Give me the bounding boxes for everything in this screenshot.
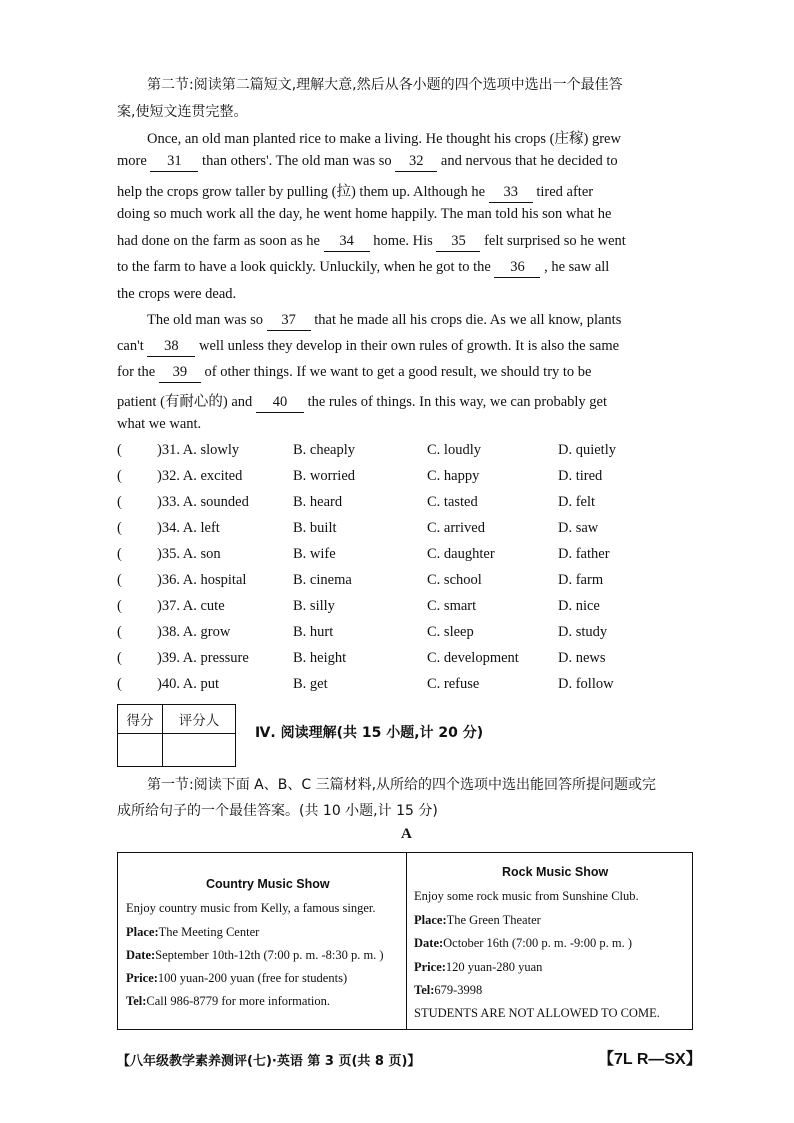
answer-paren[interactable]: ( (117, 572, 122, 588)
price-label: Price: (414, 960, 446, 974)
option-b[interactable]: B. built (293, 520, 337, 536)
place-label: Place: (414, 913, 447, 927)
answer-paren[interactable]: ( (117, 546, 122, 562)
rock-desc: Enjoy some rock music from Sunshine Club. (414, 889, 639, 903)
score-label: 得分 (118, 705, 163, 734)
option-b[interactable]: B. worried (293, 468, 356, 484)
part4-intro-line2: 成所给句子的一个最佳答案。(共 10 小题,计 15 分) (117, 803, 438, 819)
option-c[interactable]: C. loudly (427, 442, 481, 458)
option-a[interactable]: )31. A. slowly (157, 442, 240, 458)
answer-paren[interactable]: ( (117, 520, 122, 536)
passage-text: , he saw all (544, 259, 610, 275)
blank-32[interactable]: 32 (395, 154, 437, 172)
answer-paren[interactable]: ( (117, 494, 122, 510)
option-row-31[interactable] (117, 442, 697, 466)
option-c[interactable]: C. sleep (427, 624, 474, 640)
country-place (126, 925, 259, 940)
option-c[interactable]: C. daughter (427, 546, 495, 562)
passage-text: of other things. If we want to get a good result, we should try to be (204, 364, 592, 380)
part4-title: Ⅳ. 阅读理解(共 15 小题,计 20 分) (255, 725, 484, 741)
grader-label: 评分人 (163, 705, 236, 734)
option-a[interactable]: )37. A. cute (157, 598, 225, 614)
column-divider (406, 853, 407, 1029)
option-d[interactable]: D. saw (558, 520, 599, 536)
option-b[interactable]: B. wife (293, 546, 336, 562)
score-box (117, 704, 236, 767)
option-row-35[interactable] (117, 546, 697, 570)
option-c[interactable]: C. smart (427, 598, 477, 614)
passage-text: that he made all his crops die. As we all know, plants (314, 312, 622, 328)
option-a[interactable]: )39. A. pressure (157, 650, 249, 666)
passage-line (147, 312, 621, 331)
passage-text: home. His (373, 233, 433, 249)
place-value: The Meeting Center (158, 925, 260, 939)
answer-paren[interactable]: ( (117, 624, 122, 640)
passage-text: The old man was so (147, 312, 263, 328)
passage-line (117, 153, 618, 172)
place-label: Place: (126, 925, 159, 939)
option-a[interactable]: )36. A. hospital (157, 572, 247, 588)
option-row-33[interactable] (117, 494, 697, 518)
date-value: October 16th (7:00 p. m. -9:00 p. m. ) (443, 936, 633, 950)
part4-intro-line1: 第一节:阅读下面 A、B、C 三篇材料,从所给的四个选项中选出能回答所提问题或完 (147, 777, 657, 793)
option-row-37[interactable] (117, 598, 697, 622)
blank-35[interactable]: 35 (436, 234, 480, 252)
option-d[interactable]: D. nice (558, 598, 600, 614)
passage-text: had done on the farm as soon as he (117, 233, 320, 249)
option-d[interactable]: D. tired (558, 468, 603, 484)
rock-notice: STUDENTS ARE NOT ALLOWED TO COME. (414, 1006, 660, 1020)
option-a[interactable]: )38. A. grow (157, 624, 231, 640)
option-d[interactable]: D. follow (558, 676, 614, 692)
blank-36[interactable]: 36 (494, 260, 540, 278)
option-c[interactable]: C. arrived (427, 520, 485, 536)
passage-text: for the (117, 364, 156, 380)
option-a[interactable]: )33. A. sounded (157, 494, 249, 510)
footer-code: 【7L R—SX】 (598, 1051, 702, 1068)
option-d[interactable]: D. farm (558, 572, 604, 588)
passage-line (117, 390, 607, 413)
option-row-32[interactable] (117, 468, 697, 492)
option-row-38[interactable] (117, 624, 697, 648)
passage-line: doing so much work all the day, he went home happily. The man told his son what he (117, 206, 612, 222)
answer-paren[interactable]: ( (117, 676, 122, 692)
country-desc: Enjoy country music from Kelly, a famous singer. (126, 901, 376, 915)
tel-label: Tel: (126, 994, 147, 1008)
date-label: Date: (126, 948, 156, 962)
option-d[interactable]: D. news (558, 650, 606, 666)
answer-paren[interactable]: ( (117, 468, 122, 484)
option-d[interactable]: D. quietly (558, 442, 616, 458)
grader-cell[interactable] (163, 734, 236, 767)
rock-tel (414, 983, 482, 998)
option-b[interactable]: B. get (293, 676, 328, 692)
passage-text: felt surprised so he went (484, 233, 626, 249)
score-cell[interactable] (118, 734, 163, 767)
blank-34[interactable]: 34 (324, 234, 370, 252)
blank-33[interactable]: 33 (489, 185, 533, 203)
passage-letter: A (401, 826, 412, 842)
passage-text: patient (有耐心的) and (117, 394, 253, 410)
price-label: Price: (126, 971, 158, 985)
passage-line: the crops were dead. (117, 286, 237, 302)
blank-31[interactable]: 31 (150, 154, 198, 172)
rock-title: Rock Music Show (502, 865, 609, 879)
rock-price (414, 960, 542, 975)
option-c[interactable]: C. tasted (427, 494, 478, 510)
passage-line (117, 259, 609, 278)
option-d[interactable]: D. felt (558, 494, 596, 510)
passage-line: Once, an old man planted rice to make a living. He thought his crops (庄稼) grew (147, 131, 621, 147)
tel-value: 679-3998 (434, 983, 483, 997)
option-b[interactable]: B. hurt (293, 624, 334, 640)
passage-text: can't (117, 338, 144, 354)
option-row-34[interactable] (117, 520, 697, 544)
passage-text: help the crops grow taller by pulling (拉) them up. Although he (117, 184, 486, 200)
passage-line (117, 338, 619, 357)
passage-text: well unless they develop in their own rules of growth. It is also the same (199, 338, 620, 354)
option-b[interactable]: B. silly (293, 598, 335, 614)
answer-paren[interactable]: ( (117, 598, 122, 614)
option-row-36[interactable] (117, 572, 697, 596)
passage-line (117, 233, 626, 252)
blank-39[interactable]: 39 (159, 365, 201, 383)
passage-line (117, 180, 593, 203)
option-d[interactable]: D. father (558, 546, 610, 562)
option-a[interactable]: )40. A. put (157, 676, 220, 692)
option-c[interactable]: C. school (427, 572, 482, 588)
option-a[interactable]: )32. A. excited (157, 468, 243, 484)
passage-text: the rules of things. In this way, we can probably get (307, 394, 608, 410)
blank-38[interactable]: 38 (147, 339, 195, 357)
country-tel (126, 994, 330, 1009)
date-label: Date: (414, 936, 444, 950)
passage-line: what we want. (117, 416, 202, 432)
section2-intro-line2: 案,使短文连贯完整。 (117, 104, 248, 120)
option-b[interactable]: B. cheaply (293, 442, 356, 458)
tel-label: Tel: (414, 983, 435, 997)
section2-intro-line1: 第二节:阅读第二篇短文,理解大意,然后从各小题的四个选项中选出一个最佳答 (147, 77, 623, 93)
option-a[interactable]: )34. A. left (157, 520, 220, 536)
option-a[interactable]: )35. A. son (157, 546, 221, 562)
option-b[interactable]: B. cinema (293, 572, 352, 588)
rock-date (414, 936, 632, 951)
option-c[interactable]: C. refuse (427, 676, 480, 692)
option-d[interactable]: D. study (558, 624, 608, 640)
country-date (126, 948, 384, 963)
passage-text: to the farm to have a look quickly. Unluckily, when he got to the (117, 259, 491, 275)
footer-page-info: 【八年级教学素养测评(七)·英语 第 3 页(共 8 页)】 (117, 1054, 421, 1069)
blank-37[interactable]: 37 (267, 313, 311, 331)
music-shows-box (117, 852, 693, 1030)
country-title: Country Music Show (206, 877, 330, 891)
option-row-40[interactable] (117, 676, 697, 700)
option-c[interactable]: C. development (427, 650, 519, 666)
rock-place (414, 913, 541, 928)
date-value: September 10th-12th (7:00 p. m. -8:30 p. m. ) (155, 948, 384, 962)
option-b[interactable]: B. heard (293, 494, 343, 510)
blank-40[interactable]: 40 (256, 395, 304, 413)
passage-text: than others'. The old man was so (202, 153, 392, 169)
tel-value: Call 986-8779 for more information. (146, 994, 331, 1008)
passage-text: and nervous that he decided to (440, 153, 618, 169)
passage-text: more (117, 153, 147, 169)
passage-text: tired after (536, 184, 594, 200)
price-value: 100 yuan-200 yuan (free for students) (157, 971, 348, 985)
price-value: 120 yuan-280 yuan (445, 960, 543, 974)
option-b[interactable]: B. height (293, 650, 347, 666)
option-c[interactable]: C. happy (427, 468, 480, 484)
country-price (126, 971, 347, 986)
answer-paren[interactable]: ( (117, 650, 122, 666)
place-value: The Green Theater (446, 913, 541, 927)
answer-paren[interactable]: ( (117, 442, 122, 458)
passage-line (117, 364, 592, 383)
option-row-39[interactable] (117, 650, 697, 674)
